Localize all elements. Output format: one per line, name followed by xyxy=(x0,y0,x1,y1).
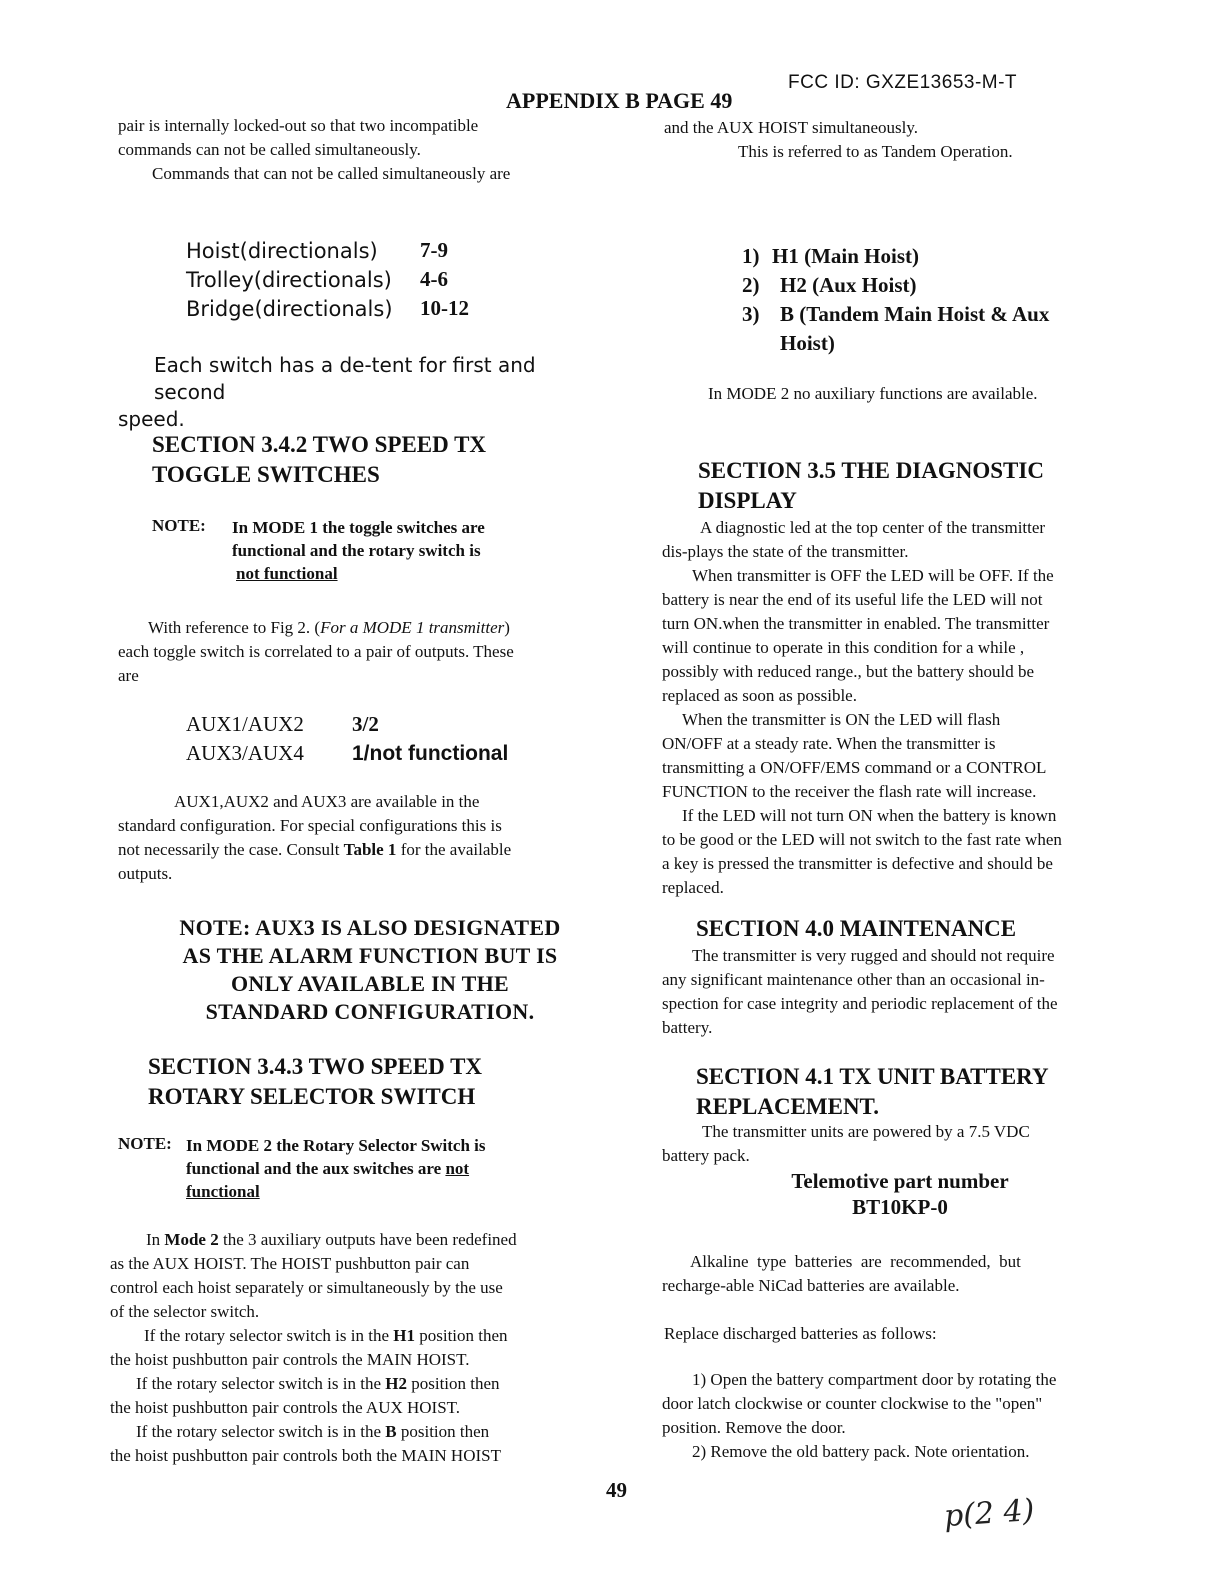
step-line: door latch clockwise or counter clockwise to the "open" xyxy=(662,1394,1043,1413)
aux-table xyxy=(186,712,508,770)
text-line: transmitting a ON/OFF/EMS command or a CONTROL xyxy=(662,758,1047,777)
text-line: pair is internally locked-out so that two incompatible xyxy=(118,116,479,135)
text-line: A diagnostic led at the top center of the transmitter xyxy=(700,518,1046,537)
text-line: are xyxy=(118,666,139,685)
list-text: B (Tandem Main Hoist & Aux xyxy=(780,302,1050,326)
note-line: In MODE 1 the toggle switches are xyxy=(232,518,485,537)
text-line: spection for case integrity and periodic replacement of the xyxy=(662,994,1058,1013)
text-line xyxy=(110,1420,588,1444)
availability-paragraph xyxy=(118,790,588,886)
text-line: battery. xyxy=(662,1018,713,1037)
list-item xyxy=(742,300,1142,329)
text-line: the hoist pushbutton pair controls both the MAIN HOIST xyxy=(110,1446,501,1465)
fcc-id: FCC ID: GXZE13653-M-T xyxy=(788,72,1018,93)
section-4-0-heading: SECTION 4.0 MAINTENANCE xyxy=(696,916,1017,941)
aux-value: 3/2 xyxy=(352,712,379,736)
commands-intro: Commands that can not be called simultaneously are xyxy=(152,164,511,183)
text-line: dis-plays the state of the transmitter. xyxy=(662,542,909,561)
table-row xyxy=(186,238,469,267)
maintenance-paragraph xyxy=(662,944,1138,1040)
text-line: battery pack. xyxy=(662,1146,750,1165)
aux-name: AUX1/AUX2 xyxy=(186,712,304,736)
part-number-value: BT10KP-0 xyxy=(852,1195,948,1219)
text-line: The transmitter units are powered by a 7.5 VDC xyxy=(702,1122,1030,1141)
detent-paragraph xyxy=(118,352,598,433)
no-aux-note: In MODE 2 no auxiliary functions are available. xyxy=(708,384,1038,403)
text-line xyxy=(110,1372,588,1396)
heading-line: SECTION 4.1 TX UNIT BATTERY xyxy=(696,1064,1049,1089)
note-line: STANDARD CONFIGURATION. xyxy=(205,999,535,1024)
section-3-4-3-heading xyxy=(148,1052,482,1112)
note-label: NOTE: xyxy=(152,516,206,535)
note-line xyxy=(186,1157,606,1180)
text-line: turn ON.when the transmitter in enabled. The transmitter xyxy=(662,614,1050,633)
text-line: any significant maintenance other than an occasional in- xyxy=(662,970,1045,989)
directional-name: Bridge(directionals) xyxy=(186,296,393,321)
list-number: 1) xyxy=(742,244,760,268)
text-line: a key is pressed the transmitter is defective and should be xyxy=(662,854,1053,873)
text-line: battery is near the end of its useful life the LED will not xyxy=(662,590,1043,609)
text-line: the hoist pushbutton pair controls the AUX HOIST. xyxy=(110,1398,461,1417)
section-3-4-2-heading xyxy=(152,430,486,490)
text-line xyxy=(110,1228,588,1252)
text-line: The transmitter is very rugged and should not require xyxy=(692,946,1055,965)
page-number: 49 xyxy=(606,1478,627,1502)
directional-value: 4-6 xyxy=(420,267,448,291)
locked-out-paragraph xyxy=(118,114,588,162)
text-line: When the transmitter is ON the LED will flash xyxy=(682,710,1001,729)
italic-span: For a MODE 1 transmitter xyxy=(320,618,505,637)
underlined-span: not xyxy=(445,1159,470,1178)
heading-line: DISPLAY xyxy=(698,488,797,513)
note-body xyxy=(232,516,592,585)
text-line: AUX1,AUX2 and AUX3 are available in the xyxy=(174,792,480,811)
fig-paragraph xyxy=(118,616,588,688)
note-label: NOTE: xyxy=(118,1134,172,1153)
directionals-table xyxy=(186,238,469,325)
bold-span: Mode 2 xyxy=(164,1230,219,1249)
text-span: In xyxy=(146,1230,165,1249)
list-number: 2) xyxy=(742,273,760,297)
alarm-function-note xyxy=(150,914,590,1026)
bold-span: H1 xyxy=(393,1326,415,1345)
note-line: AS THE ALARM FUNCTION BUT IS xyxy=(182,943,558,968)
mode2-paragraphs xyxy=(110,1228,588,1468)
step-line: 1) Open the battery compartment door by rotating the xyxy=(692,1370,1057,1389)
directional-name: Hoist(directionals) xyxy=(186,238,378,263)
text-span: ) xyxy=(504,618,510,637)
note-mode1 xyxy=(152,516,485,583)
text-span: the 3 auxiliary outputs have been redefined xyxy=(218,1230,517,1249)
note-mode2 xyxy=(118,1134,486,1201)
step-line: position. Remove the door. xyxy=(662,1418,846,1437)
text-line: each toggle switch is correlated to a pair of outputs. These xyxy=(118,642,514,661)
text-line: possibly with reduced range., but the battery should be xyxy=(662,662,1035,681)
table-row xyxy=(186,712,508,741)
text-line: control each hoist separately or simultaneously by the use xyxy=(110,1278,503,1297)
text-span: functional and the aux switches are xyxy=(186,1159,446,1178)
left-column xyxy=(118,114,588,186)
text-line: the hoist pushbutton pair controls the MAIN HOIST. xyxy=(110,1350,470,1369)
list-number: 3) xyxy=(742,302,760,326)
text-line: of the selector switch. xyxy=(110,1302,260,1321)
list-item xyxy=(742,271,1142,300)
text-line: to be good or the LED will not switch to the fast rate when xyxy=(662,830,1062,849)
text-line: as the AUX HOIST. The HOIST pushbutton pair can xyxy=(110,1254,470,1273)
heading-line: SECTION 3.4.2 TWO SPEED TX xyxy=(152,432,487,457)
text-span: If the rotary selector switch is in the xyxy=(136,1422,386,1441)
text-line: speed. xyxy=(118,407,185,431)
replace-intro: Replace discharged batteries as follows: xyxy=(664,1324,937,1343)
text-line xyxy=(110,1324,588,1348)
text-line xyxy=(118,838,588,862)
text-line: outputs. xyxy=(118,864,173,883)
alkaline-paragraph xyxy=(662,1250,1138,1298)
text-span: position then xyxy=(415,1326,508,1345)
part-number-label: Telemotive part number xyxy=(791,1169,1009,1193)
heading-line: SECTION 3.5 THE DIAGNOSTIC xyxy=(698,458,1044,483)
handwritten-annotation: p(2 4) xyxy=(942,1492,1036,1535)
text-span: With reference to Fig 2. ( xyxy=(148,618,321,637)
text-line: will continue to operate in this condition for a while , xyxy=(662,638,1025,657)
aux-name: AUX3/AUX4 xyxy=(186,741,304,765)
bold-span: Table 1 xyxy=(343,840,397,859)
note-line: functional xyxy=(186,1182,260,1201)
bold-span: H2 xyxy=(385,1374,407,1393)
text-line: This is referred to as Tandem Operation. xyxy=(738,142,1013,161)
table-row xyxy=(186,267,469,296)
text-span: If the rotary selector switch is in the xyxy=(144,1326,394,1345)
directional-name: Trolley(directionals) xyxy=(186,267,392,292)
step-line: 2) Remove the old battery pack. Note orientation. xyxy=(692,1442,1030,1461)
list-text: H1 (Main Hoist) xyxy=(772,244,919,268)
section-3-5-heading xyxy=(698,456,1044,516)
note-line: not functional xyxy=(236,564,338,583)
text-line: commands can not be called simultaneously. xyxy=(118,140,421,159)
section-4-1-heading xyxy=(696,1062,1049,1122)
table-row xyxy=(186,741,508,770)
heading-line: REPLACEMENT. xyxy=(696,1094,879,1119)
text-line: recharge-able NiCad batteries are available. xyxy=(662,1276,960,1295)
text-line xyxy=(118,616,588,640)
text-line: If the LED will not turn ON when the battery is known xyxy=(682,806,1057,825)
text-line: Each switch has a de-tent for first and second xyxy=(154,353,536,404)
list-item-continued: Hoist) xyxy=(780,331,835,355)
mode2-selector-list xyxy=(742,242,1142,358)
text-span: for the available xyxy=(396,840,512,859)
text-line: replaced as soon as possible. xyxy=(662,686,857,705)
text-span: not necessarily the case. Consult xyxy=(118,840,344,859)
tandem-paragraph xyxy=(664,116,1134,164)
text-line: When transmitter is OFF the LED will be OFF. If the xyxy=(692,566,1054,585)
text-line: and the AUX HOIST simultaneously. xyxy=(664,118,919,137)
text-line: replaced. xyxy=(662,878,724,897)
directional-value: 7-9 xyxy=(420,238,448,262)
note-line: ONLY AVAILABLE IN THE xyxy=(231,971,509,996)
note-body xyxy=(186,1134,606,1203)
bold-span: B xyxy=(385,1422,397,1441)
text-span: position then xyxy=(407,1374,500,1393)
text-line: ON/OFF at a steady rate. When the transmitter is xyxy=(662,734,996,753)
text-span: position then xyxy=(396,1422,490,1441)
heading-line: ROTARY SELECTOR SWITCH xyxy=(148,1084,476,1109)
directional-value: 10-12 xyxy=(420,296,469,320)
table-row xyxy=(186,296,469,325)
note-line: In MODE 2 the Rotary Selector Switch is xyxy=(186,1136,486,1155)
aux-value: 1/not functional xyxy=(352,741,509,765)
heading-line: TOGGLE SWITCHES xyxy=(152,462,380,487)
page-title: APPENDIX B PAGE 49 xyxy=(506,88,733,113)
text-line: Alkaline type batteries are recommended, but xyxy=(690,1252,1021,1271)
note-line: NOTE: AUX3 IS ALSO DESIGNATED xyxy=(179,915,561,940)
text-line: FUNCTION to the receiver the flash rate will increase. xyxy=(662,782,1037,801)
list-item xyxy=(742,242,1142,271)
part-number-block xyxy=(662,1168,1138,1220)
text-line: standard configuration. For special configurations this is xyxy=(118,816,502,835)
list-text: H2 (Aux Hoist) xyxy=(780,273,917,297)
text-span: If the rotary selector switch is in the xyxy=(136,1374,386,1393)
note-line: functional and the rotary switch is xyxy=(232,541,481,560)
replacement-steps xyxy=(662,1368,1138,1464)
heading-line: SECTION 3.4.3 TWO SPEED TX xyxy=(148,1054,483,1079)
powered-paragraph xyxy=(662,1120,1138,1168)
diagnostic-paragraphs xyxy=(662,516,1138,900)
